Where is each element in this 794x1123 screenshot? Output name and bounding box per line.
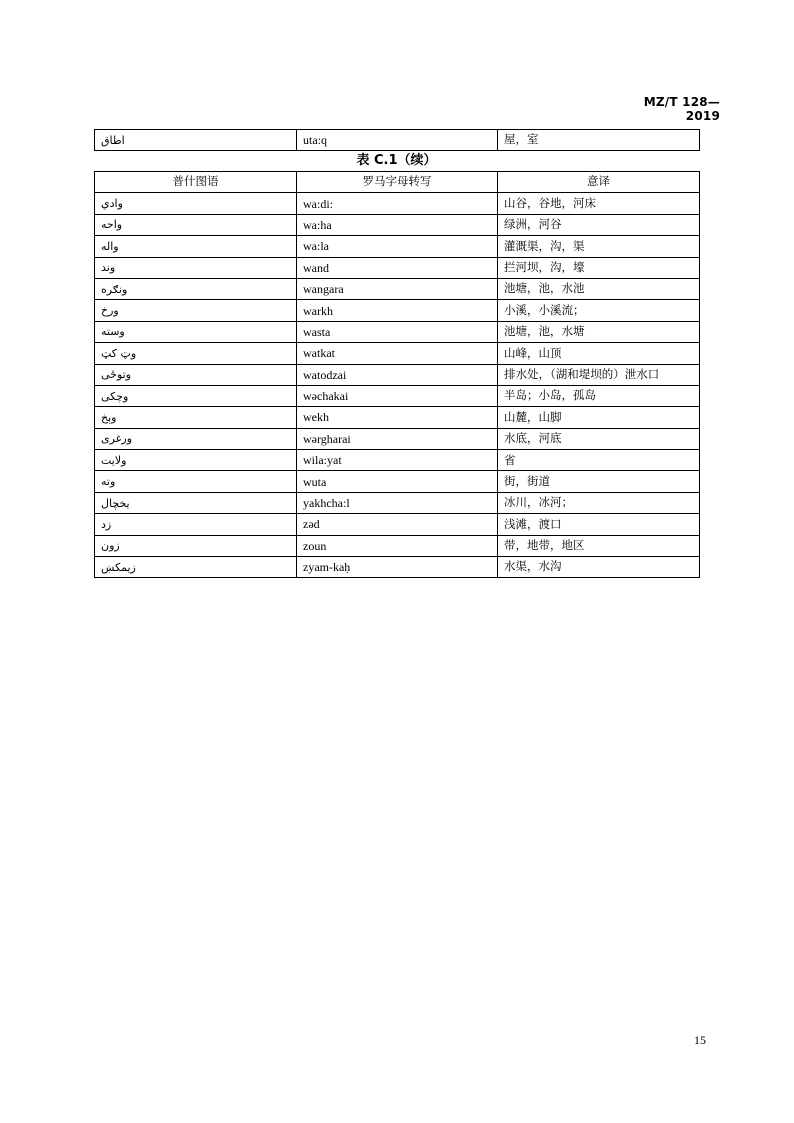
table-row <box>95 193 700 214</box>
meaning-cell: 水渠，水沟 <box>498 557 700 578</box>
roman-cell: wa:ha <box>297 214 498 235</box>
meaning-cell: 山峰，山顶 <box>498 343 700 364</box>
pashto-cell: وېخ <box>95 407 297 428</box>
pashto-cell: ورخ <box>95 300 297 321</box>
column-header-roman: 罗马字母转写 <box>297 172 498 193</box>
roman-cell: wuta <box>297 471 498 492</box>
pashto-cell: ولایت <box>95 450 297 471</box>
roman-cell: wa:di: <box>297 193 498 214</box>
roman-cell: uta:q <box>297 130 498 151</box>
pashto-cell: اطاق <box>95 130 297 151</box>
roman-cell: zoun <box>297 535 498 556</box>
table-row <box>95 364 700 385</box>
document-code: MZ/T 128—2019 <box>643 95 720 123</box>
roman-cell: wekh <box>297 407 498 428</box>
pashto-cell: واحه <box>95 214 297 235</box>
meaning-cell: 排水处，（湖和堤坝的）泄水口 <box>498 364 700 385</box>
table-row <box>95 278 700 299</box>
meaning-cell: 拦河坝，沟，壕 <box>498 257 700 278</box>
pashto-cell: يخچال <box>95 492 297 513</box>
column-header-pashto: 普什图语 <box>95 172 297 193</box>
meaning-cell: 屋，室 <box>498 130 700 151</box>
roman-cell: wangara <box>297 278 498 299</box>
roman-cell: wəchakai <box>297 385 498 406</box>
table-row <box>95 557 700 578</box>
table-row <box>95 492 700 513</box>
table-row <box>95 321 700 342</box>
table-row <box>95 236 700 257</box>
meaning-cell: 山麓，山脚 <box>498 407 700 428</box>
meaning-cell: 池塘，池，水池 <box>498 278 700 299</box>
page-number: 15 <box>694 1033 706 1047</box>
table-row <box>95 428 700 449</box>
pashto-cell: ورغری <box>95 428 297 449</box>
pashto-cell: وادي <box>95 193 297 214</box>
column-header-meaning: 意译 <box>498 172 700 193</box>
pashto-cell: واله <box>95 236 297 257</box>
meaning-cell: 绿洲，河谷 <box>498 214 700 235</box>
meaning-cell: 水底，河底 <box>498 428 700 449</box>
pashto-cell: وند <box>95 257 297 278</box>
roman-cell: zyam-kaḥ <box>297 557 498 578</box>
table-row <box>95 450 700 471</box>
meaning-cell: 小溪，小溪流； <box>498 300 700 321</box>
table-row <box>95 130 700 151</box>
table-row <box>95 385 700 406</box>
pashto-cell: زد <box>95 514 297 535</box>
table-row <box>95 214 700 235</box>
table-row <box>95 514 700 535</box>
table-caption: 表 C.1（续） <box>356 153 437 168</box>
meaning-cell: 街，街道 <box>498 471 700 492</box>
meaning-cell: 浅滩，渡口 <box>498 514 700 535</box>
roman-cell: wand <box>297 257 498 278</box>
meaning-cell: 池塘，池，水塘 <box>498 321 700 342</box>
pashto-cell: وټ کټ <box>95 343 297 364</box>
table-row <box>95 471 700 492</box>
roman-cell: watodzai <box>297 364 498 385</box>
pashto-cell: وته <box>95 471 297 492</box>
pashto-cell: وسته <box>95 321 297 342</box>
pashto-cell: زون <box>95 535 297 556</box>
meaning-cell: 灌溉渠，沟，渠 <box>498 236 700 257</box>
roman-cell: warkh <box>297 300 498 321</box>
meaning-cell: 半岛；小岛，孤岛 <box>498 385 700 406</box>
table-row <box>95 300 700 321</box>
meaning-cell: 冰川，冰河； <box>498 492 700 513</box>
roman-cell: wasta <box>297 321 498 342</box>
meaning-cell: 山谷，谷地，河床 <box>498 193 700 214</box>
meaning-cell: 省 <box>498 450 700 471</box>
table-header-row <box>95 172 700 193</box>
continuation-table <box>94 129 700 151</box>
pashto-cell: ونګره <box>95 278 297 299</box>
glossary-table <box>94 171 700 578</box>
roman-cell: wila:yat <box>297 450 498 471</box>
table-row <box>95 407 700 428</box>
roman-cell: wərgharai <box>297 428 498 449</box>
pashto-cell: زیمکښ <box>95 557 297 578</box>
roman-cell: zəd <box>297 514 498 535</box>
meaning-cell: 带，地带，地区 <box>498 535 700 556</box>
roman-cell: yakhcha:l <box>297 492 498 513</box>
pashto-cell: وتوځی <box>95 364 297 385</box>
pashto-cell: وچکی <box>95 385 297 406</box>
roman-cell: wa:la <box>297 236 498 257</box>
table-row <box>95 535 700 556</box>
roman-cell: watkat <box>297 343 498 364</box>
table-row <box>95 257 700 278</box>
table-row <box>95 343 700 364</box>
